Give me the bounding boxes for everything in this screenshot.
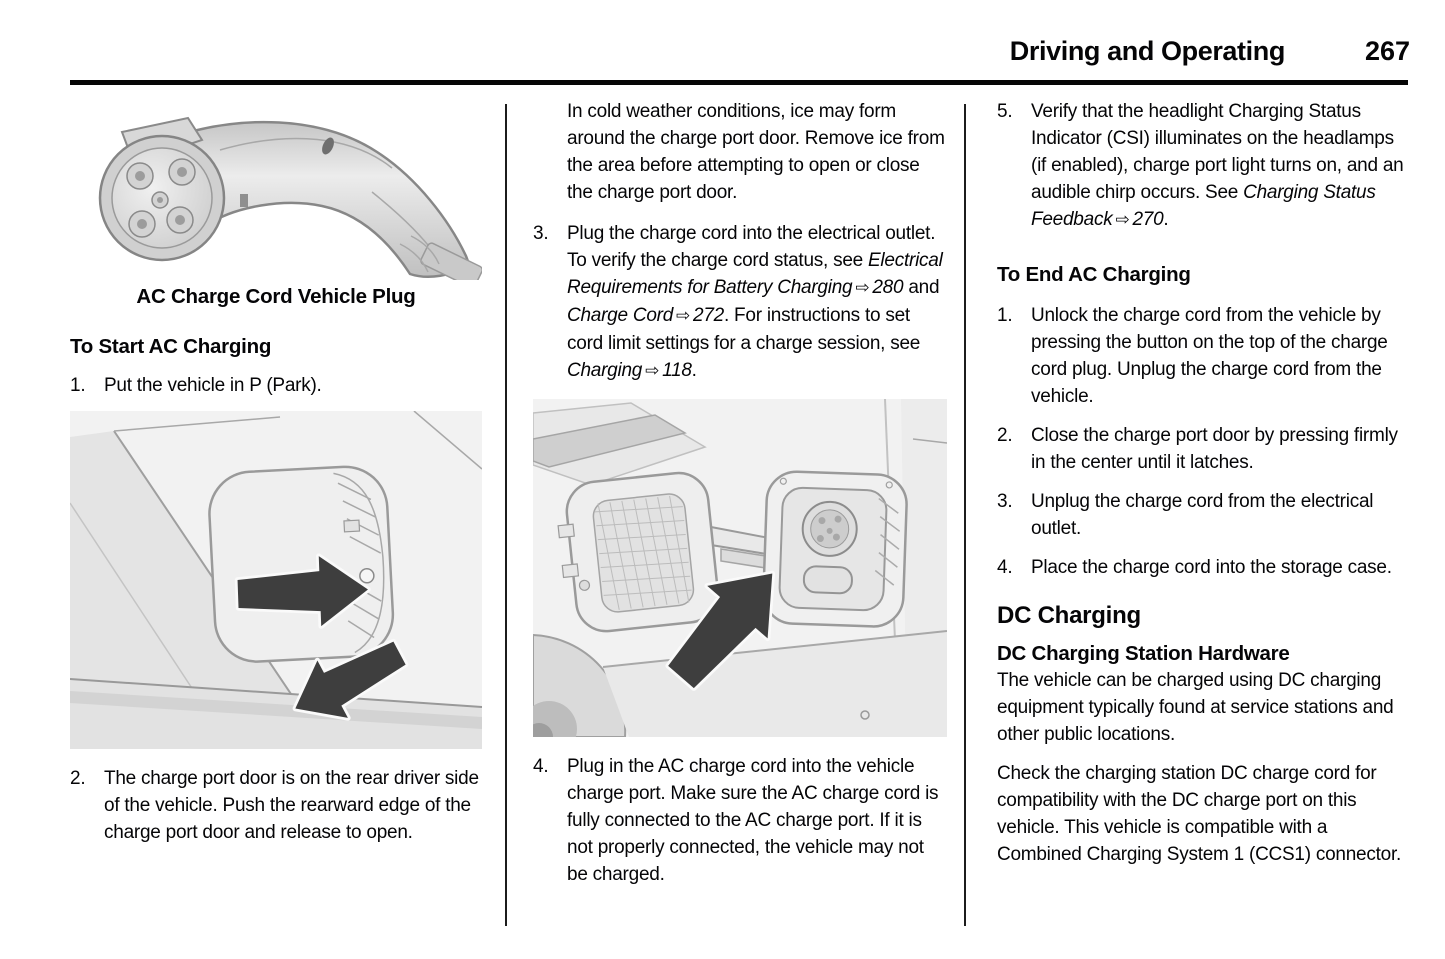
list-item-end-1 xyxy=(997,302,1413,410)
list-number: 1. xyxy=(997,305,1013,326)
header-rule xyxy=(70,80,1408,85)
page-ref-arrow-icon: ⇨ xyxy=(676,306,691,326)
cold-weather-note: In cold weather conditions, ice may form around the charge port door. Remove ice from the area before attempting to open or close the charge port door. xyxy=(567,101,945,203)
column-divider-1 xyxy=(505,104,507,926)
list-number: 4. xyxy=(533,756,549,777)
section-title: Driving and Operating xyxy=(1009,36,1285,66)
list-item-start-1 xyxy=(70,372,482,399)
list-text: Unlock the charge cord from the vehicle by pressing the button on the top of the charge cord plug. Unplug the charge cord from the vehicle. xyxy=(1031,305,1388,407)
text-run: Plug the charge cord into the electrical outlet. To verify the charge cord status, see xyxy=(567,223,936,271)
list-text: Place the charge cord into the storage case. xyxy=(1031,557,1392,578)
heading-dc-charging: DC Charging xyxy=(997,602,1141,629)
list-item-end-3 xyxy=(997,488,1413,542)
list-text xyxy=(567,220,947,385)
cross-reference-page: 270 xyxy=(1132,209,1164,230)
page-header xyxy=(0,36,1410,67)
text-run: Verify that the headlight Charging Status Indicator (CSI) illuminates on the headlamps (if enabled), charge port light turns on, and an audible chirp occurs. See xyxy=(1031,101,1404,203)
page-ref-arrow-icon: ⇨ xyxy=(645,361,660,381)
heading-dc-charging-station-hardware: DC Charging Station Hardware xyxy=(997,642,1290,665)
list-number: 3. xyxy=(997,491,1013,512)
list-number: 3. xyxy=(533,223,549,244)
text-run: . xyxy=(1163,209,1169,230)
heading-to-start-ac-charging: To Start AC Charging xyxy=(70,335,272,358)
figure-caption-plug: AC Charge Cord Vehicle Plug xyxy=(136,285,416,308)
list-item-start-4 xyxy=(533,753,947,888)
page-ref-arrow-icon: ⇨ xyxy=(855,278,870,298)
list-item-start-5 xyxy=(997,98,1413,234)
cross-reference: Charging Status Feedback xyxy=(1031,182,1376,230)
charge-port-receptacle xyxy=(762,471,907,628)
left-column xyxy=(70,98,482,858)
list-text xyxy=(1031,98,1413,234)
list-item-end-2 xyxy=(997,422,1413,476)
figure-charge-port-open xyxy=(533,399,947,737)
text-run: and xyxy=(903,277,940,298)
list-text: Unplug the charge cord from the electrical outlet. xyxy=(1031,491,1374,539)
list-text: The charge port door is on the rear driver side of the vehicle. Push the rearward edge of the charge port door and release to open. xyxy=(104,768,479,843)
list-text: Close the charge port door by pressing firmly in the center until it latches. xyxy=(1031,425,1398,473)
text-run: . For instructions to set cord limit settings for a charge session, see xyxy=(567,305,921,354)
list-item-end-4 xyxy=(997,554,1413,581)
list-number: 5. xyxy=(997,101,1013,122)
dc-paragraph-2: Check the charging station DC charge cord for compatibility with the DC charge port on this vehicle. This vehicle is compatible with a Combined Charging System 1 (CCS1) connector. xyxy=(997,763,1402,865)
list-number: 4. xyxy=(997,557,1013,578)
list-number: 2. xyxy=(997,425,1013,446)
list-item-start-2 xyxy=(70,765,482,846)
list-text: Plug in the AC charge cord into the vehicle charge port. Make sure the AC charge cord is fully connected to the AC charge port. If it is not properly connected, the vehicle may not be charged. xyxy=(567,756,939,885)
cross-reference-page: 118 xyxy=(662,360,692,381)
cross-reference: Charge Cord xyxy=(567,305,674,326)
page-number: 267 xyxy=(1364,36,1410,66)
figure-ac-charge-cord-plug xyxy=(70,98,482,280)
list-number: 2. xyxy=(70,768,86,789)
cross-reference: Electrical Requirements for Battery Charging xyxy=(567,250,943,298)
middle-column xyxy=(533,98,947,900)
cross-reference-page: 280 xyxy=(872,277,904,298)
list-number: 1. xyxy=(70,375,86,396)
open-door xyxy=(554,470,721,635)
figure-charge-port-door-closed xyxy=(70,411,482,749)
column-divider-2 xyxy=(964,104,966,926)
dc-paragraph-1: The vehicle can be charged using DC charging equipment typically found at service stations and other public locations. xyxy=(997,670,1394,745)
heading-to-end-ac-charging: To End AC Charging xyxy=(997,263,1191,286)
cross-reference-page: 272 xyxy=(693,305,724,326)
list-item-start-3 xyxy=(533,220,947,385)
right-column xyxy=(997,98,1413,880)
text-run: . xyxy=(691,360,697,381)
list-text: Put the vehicle in P (Park). xyxy=(104,375,322,396)
page-ref-arrow-icon: ⇨ xyxy=(1115,210,1130,230)
cross-reference: Charging xyxy=(567,360,643,381)
